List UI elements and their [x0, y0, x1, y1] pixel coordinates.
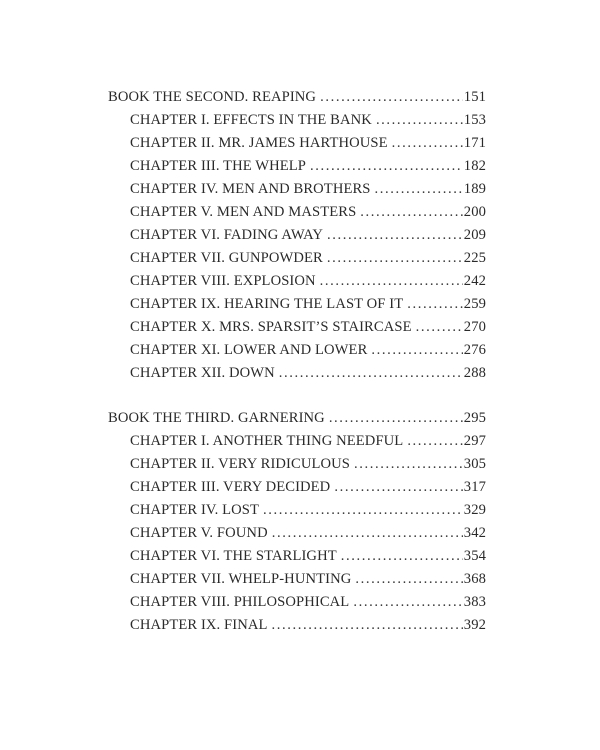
dot-leader [392, 132, 463, 155]
toc-page-number: 200 [463, 204, 486, 220]
dot-leader [341, 545, 463, 568]
toc-entry-title: CHAPTER V. MEN AND MASTERS [130, 204, 357, 220]
toc-chapter-entry [108, 545, 486, 568]
toc-entry-title: CHAPTER IV. LOST [130, 502, 260, 518]
toc-chapter-entry [108, 362, 486, 385]
toc-entry-title: CHAPTER VI. FADING AWAY [130, 227, 324, 243]
dot-leader [279, 362, 463, 385]
dot-leader [320, 86, 463, 109]
toc-chapter-entry [108, 430, 486, 453]
toc-page-number: 342 [463, 525, 486, 541]
dot-leader [416, 316, 463, 339]
toc-page-number: 297 [463, 433, 486, 449]
toc-chapter-entry [108, 132, 486, 155]
toc-page-number: 259 [463, 296, 486, 312]
toc-page-number: 368 [463, 571, 486, 587]
toc-chapter-entry [108, 476, 486, 499]
dot-leader [375, 178, 463, 201]
toc-entry-title: BOOK THE THIRD. GARNERING [108, 410, 325, 426]
toc-entry-title: CHAPTER VII. GUNPOWDER [130, 250, 323, 266]
toc-page-number: 288 [463, 365, 486, 381]
dot-leader [376, 109, 463, 132]
dot-leader [272, 614, 463, 637]
toc-section-book-third [108, 407, 486, 637]
toc-book-heading [108, 407, 486, 430]
dot-leader [353, 591, 462, 614]
dot-leader [272, 522, 463, 545]
toc-entry-title: CHAPTER IV. MEN AND BROTHERS [130, 181, 371, 197]
toc-page-number: 153 [463, 112, 486, 128]
dot-leader [354, 453, 463, 476]
toc-page-number: 354 [463, 548, 486, 564]
dot-leader [327, 247, 463, 270]
toc-entry-title: CHAPTER X. MRS. SPARSIT’S STAIRCASE [130, 319, 412, 335]
table-of-contents [108, 86, 486, 637]
toc-entry-title: CHAPTER VI. THE STARLIGHT [130, 548, 337, 564]
toc-entry-title: CHAPTER XII. DOWN [130, 365, 275, 381]
toc-page-number: 392 [463, 617, 486, 633]
toc-entry-title: CHAPTER I. ANOTHER THING NEEDFUL [130, 433, 404, 449]
toc-entry-title: CHAPTER II. VERY RIDICULOUS [130, 456, 350, 472]
dot-leader [334, 476, 462, 499]
toc-entry-title: CHAPTER II. MR. JAMES HARTHOUSE [130, 135, 388, 151]
dot-leader [407, 293, 463, 316]
toc-chapter-entry [108, 499, 486, 522]
dot-leader [360, 201, 463, 224]
toc-page-number: 151 [463, 89, 486, 105]
dot-leader [407, 430, 462, 453]
toc-chapter-entry [108, 591, 486, 614]
dot-leader [327, 224, 463, 247]
toc-page-number: 182 [463, 158, 486, 174]
toc-entry-title: CHAPTER V. FOUND [130, 525, 268, 541]
toc-chapter-entry [108, 224, 486, 247]
toc-page-number: 276 [463, 342, 486, 358]
toc-page-number: 305 [463, 456, 486, 472]
toc-chapter-entry [108, 178, 486, 201]
toc-page-number: 209 [463, 227, 486, 243]
toc-book-heading [108, 86, 486, 109]
dot-leader [371, 339, 462, 362]
toc-page-number: 270 [463, 319, 486, 335]
toc-chapter-entry [108, 247, 486, 270]
toc-section-book-second [108, 86, 486, 385]
toc-entry-title: CHAPTER I. EFFECTS IN THE BANK [130, 112, 372, 128]
toc-chapter-entry [108, 293, 486, 316]
toc-chapter-entry [108, 109, 486, 132]
toc-page-number: 383 [463, 594, 486, 610]
toc-page-number: 317 [463, 479, 486, 495]
toc-entry-title: CHAPTER IX. HEARING THE LAST OF IT [130, 296, 404, 312]
toc-entry-title: CHAPTER III. THE WHELP [130, 158, 306, 174]
dot-leader [329, 407, 463, 430]
toc-chapter-entry [108, 614, 486, 637]
toc-entry-title: CHAPTER XI. LOWER AND LOWER [130, 342, 368, 358]
toc-page-number: 242 [463, 273, 486, 289]
toc-entry-title: CHAPTER VIII. EXPLOSION [130, 273, 316, 289]
toc-entry-title: CHAPTER VII. WHELP-HUNTING [130, 571, 352, 587]
toc-page-number: 189 [463, 181, 486, 197]
dot-leader [355, 568, 462, 591]
toc-chapter-entry [108, 316, 486, 339]
toc-chapter-entry [108, 453, 486, 476]
toc-chapter-entry [108, 201, 486, 224]
toc-chapter-entry [108, 155, 486, 178]
toc-entry-title: CHAPTER VIII. PHILOSOPHICAL [130, 594, 350, 610]
dot-leader [263, 499, 463, 522]
toc-entry-title: CHAPTER IX. FINAL [130, 617, 268, 633]
toc-page-number: 171 [463, 135, 486, 151]
toc-entry-title: BOOK THE SECOND. REAPING [108, 89, 317, 105]
toc-chapter-entry [108, 568, 486, 591]
toc-page-number: 225 [463, 250, 486, 266]
toc-chapter-entry [108, 522, 486, 545]
dot-leader [310, 155, 463, 178]
toc-chapter-entry [108, 270, 486, 293]
toc-page-number: 329 [463, 502, 486, 518]
dot-leader [320, 270, 463, 293]
toc-chapter-entry [108, 339, 486, 362]
toc-page-number: 295 [463, 410, 486, 426]
toc-entry-title: CHAPTER III. VERY DECIDED [130, 479, 331, 495]
